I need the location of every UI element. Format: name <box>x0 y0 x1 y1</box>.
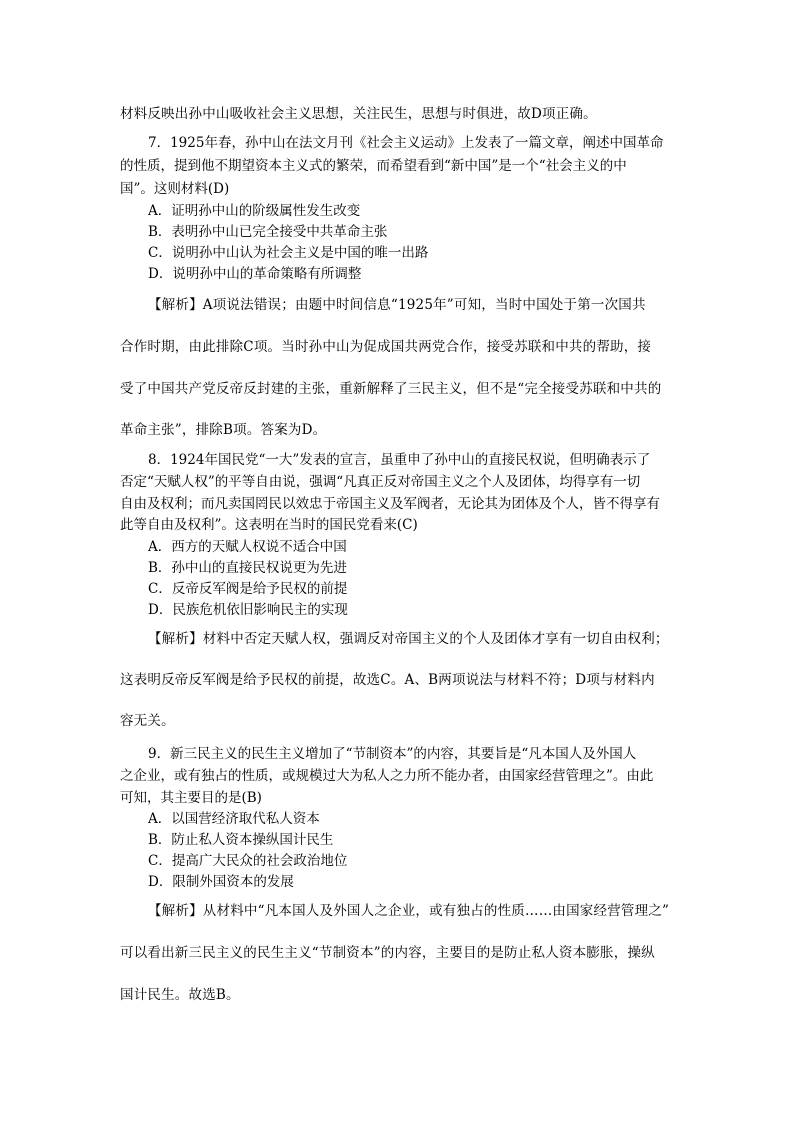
q7-stem-line-1: 7．1925年春，孙中山在法文月刊《社会主义运动》上发表了一篇文章，阐述中国革命 <box>148 135 664 151</box>
q9-explanation-line-2: 可以看出新三民主义的民生主义“节制资本”的内容，主要目的是防止私人资本膨胀，操纵 <box>120 945 655 961</box>
q9-option-b: B．防止私人资本操纵国计民生 <box>148 832 334 848</box>
q8-option-a: A．西方的天赋人权说不适合中国 <box>148 539 347 555</box>
q7-option-d: D．说明孙中山的革命策略有所调整 <box>148 266 362 282</box>
q8-explanation-line-2: 这表明反帝反军阀是给予民权的前提，故选C。A、B两项说法与材料不符；D项与材料内 <box>120 672 655 688</box>
q7-option-a: A．证明孙中山的阶级属性发生改变 <box>148 203 361 219</box>
q8-stem-line-3: 自由及权利；而凡卖国罔民以效忠于帝国主义及军阀者，无论其为团体及个人，皆不得享有 <box>120 496 660 512</box>
q9-option-d: D．限制外国资本的发展 <box>148 874 294 890</box>
q8-option-d: D．民族危机依旧影响民主的实现 <box>148 602 348 618</box>
q7-explanation-line-2: 合作时期，由此排除C项。当时孙中山为促成国共两党合作，接受苏联和中共的帮助，接 <box>120 339 652 355</box>
q8-explanation-line-1: 【解析】材料中否定天赋人权，强调反对帝国主义的个人及团体才享有一切自由权利； <box>148 631 669 647</box>
q7-explanation-line-1: 【解析】A项说法错误；由题中时间信息“1925年”可知，当时中国处于第一次国共 <box>148 297 646 313</box>
q7-option-c: C．说明孙中山认为社会主义是中国的唯一出路 <box>148 245 429 261</box>
q9-explanation-line-1: 【解析】从材料中“凡本国人及外国人之企业，或有独占的性质……由国家经营管理之” <box>148 903 670 919</box>
q9-option-a: A．以国营经济取代私人资本 <box>148 811 320 827</box>
q9-explanation-line-3: 国计民生。故选B。 <box>120 987 240 1003</box>
q9-option-c: C．提高广大民众的社会政治地位 <box>148 853 348 869</box>
q7-explanation-line-4: 革命主张”，排除B项。答案为D。 <box>120 422 327 438</box>
q8-stem-line-2: 否定“天赋人权”的平等自由说，强调“凡真正反对帝国主义之个人及团体，均得享有一切 <box>120 474 641 490</box>
q7-stem-line-3: 国”。这则材料(D) <box>120 181 230 197</box>
q8-stem-line-1: 8．1924年国民党“一大”发表的宣言，虽重申了孙中山的直接民权说，但明确表示了 <box>148 452 651 468</box>
q8-option-b: B．孙中山的直接民权说更为先进 <box>148 560 347 576</box>
q8-stem-line-4: 此等自由及权利”。这表明在当时的国民党看来(C) <box>120 517 418 533</box>
q7-stem-line-2: 的性质，提到他不期望资本主义式的繁荣，而希望看到“新中国”是一个“社会主义的中 <box>120 158 627 174</box>
q9-stem-line-3: 可知，其主要目的是(B) <box>120 790 262 806</box>
q8-explanation-line-3: 容无关。 <box>120 713 175 729</box>
q7-option-b: B．表明孙中山已完全接受中共革命主张 <box>148 224 388 240</box>
prev-explanation-tail: 材料反映出孙中山吸收社会主义思想，关注民生，思想与时俱进，故D项正确。 <box>120 106 597 122</box>
q9-stem-line-2: 之企业，或有独占的性质，或规模过大为私人之力所不能办者，由国家经营管理之”。由此 <box>120 768 654 784</box>
q9-stem-line-1: 9．新三民主义的民生主义增加了“节制资本”的内容，其要旨是“凡本国人及外国人 <box>148 746 637 762</box>
q7-explanation-line-3: 受了中国共产党反帝反封建的主张，重新解释了三民主义，但不是“完全接受苏联和中共的 <box>120 381 662 397</box>
q8-option-c: C．反帝反军阀是给予民权的前提 <box>148 581 348 597</box>
